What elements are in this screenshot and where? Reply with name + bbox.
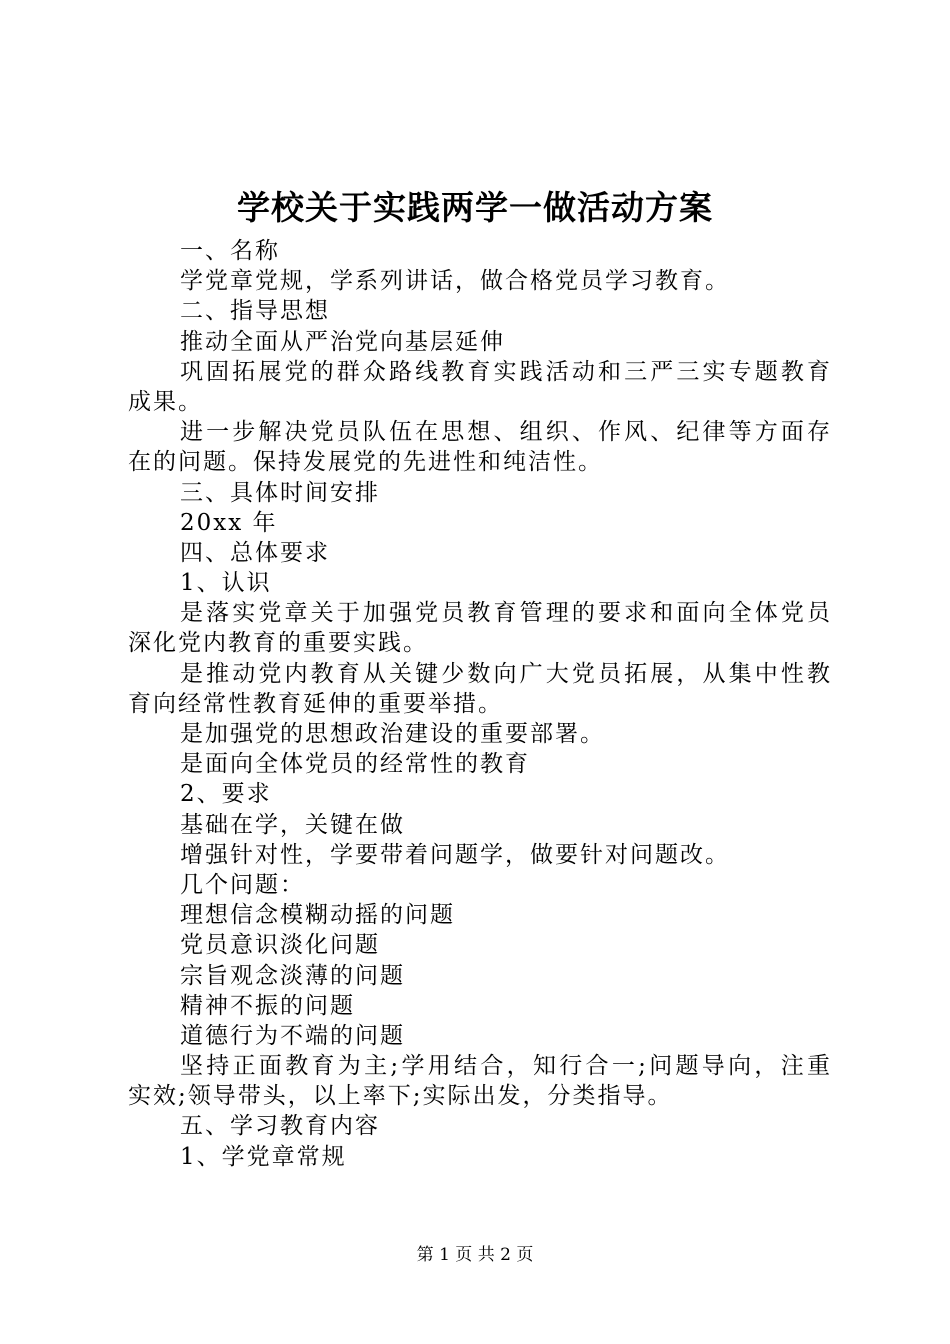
paragraph-line: 在的问题。保持发展党的先进性和纯洁性。 [128, 449, 603, 476]
paragraph-line: 是加强党的思想政治建设的重要部署。 [180, 721, 605, 747]
section-heading-requirements: 四、总体要求 [180, 539, 330, 566]
section-heading-content: 五、学习教育内容 [180, 1113, 380, 1140]
subsection-heading: 1、学党章常规 [180, 1143, 347, 1170]
paragraph-line: 几个问题： [180, 871, 305, 898]
paragraph-line: 学党章党规，学系列讲话，做合格党员学习教育。 [180, 268, 730, 295]
list-item: 道德行为不端的问题 [180, 1022, 405, 1049]
subsection-heading: 2、要求 [180, 781, 272, 808]
paragraph-line: 增强针对性，学要带着问题学，做要针对问题改。 [180, 841, 730, 868]
paragraph-line: 深化党内教育的重要实践。 [128, 630, 428, 657]
page-footer: 第 1 页 共 2 页 [416, 1245, 534, 1265]
list-item: 宗旨观念淡薄的问题 [180, 962, 405, 989]
list-item: 理想信念模糊动摇的问题 [180, 902, 455, 929]
section-heading-guiding-thought: 二、指导思想 [180, 298, 330, 325]
paragraph-line: 坚持正面教育为主;学用结合，知行合一;问题导向，注重 [180, 1053, 832, 1080]
subsection-heading: 1、认识 [180, 570, 272, 597]
document-body [128, 236, 832, 1172]
paragraph-line: 进一步解决党员队伍在思想、组织、作风、纪律等方面存 [180, 419, 832, 446]
paragraph-line: 20xx 年 [180, 509, 278, 536]
paragraph-line: 推动全面从严治党向基层延伸 [180, 328, 505, 355]
section-heading-schedule: 三、具体时间安排 [180, 479, 380, 506]
paragraph-line: 巩固拓展党的群众路线教育实践活动和三严三实专题教育 [180, 358, 832, 385]
list-item: 党员意识淡化问题 [180, 932, 380, 959]
list-item: 精神不振的问题 [180, 992, 355, 1019]
document-title: 学校关于实践两学一做活动方案 [237, 188, 713, 227]
paragraph-line: 基础在学，关键在做 [180, 811, 405, 838]
paragraph-line: 育向经常性教育延伸的重要举措。 [128, 690, 503, 717]
paragraph-line: 是推动党内教育从关键少数向广大党员拓展，从集中性教 [180, 660, 832, 687]
paragraph-line: 实效;领导带头，以上率下;实际出发，分类指导。 [128, 1083, 673, 1110]
section-heading-name: 一、名称 [180, 238, 280, 264]
paragraph-line: 成果。 [128, 388, 203, 415]
paragraph-line: 是面向全体党员的经常性的教育 [180, 751, 530, 778]
paragraph-line: 是落实党章关于加强党员教育管理的要求和面向全体党员 [180, 600, 832, 627]
